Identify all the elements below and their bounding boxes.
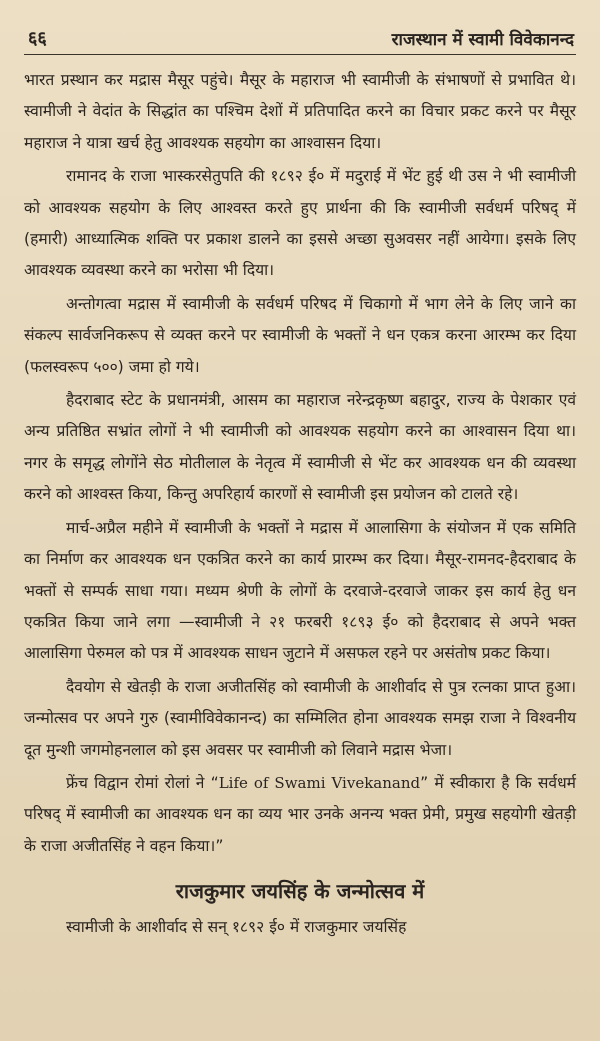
paragraph-3: अन्तोगत्वा मद्रास में स्वामीजी के सर्वधर्म परिषद में चिकागो में भाग लेने के लिए जाने का संकल्प सार्वजनिकरूप से व्यक्त करने पर स्वामीजी के भक्तों ने धन एकत्र करना आरम्भ कर दिया (फलस्वरूप ५००) जमा हो गये।: [24, 294, 576, 376]
paragraph-1: भारत प्रस्थान कर मद्रास मैसूर पहुंचे। मैसूर के महाराज भी स्वामीजी के संभाषणों से प्रभावित थे। स्वामीजी ने वेदांत के सिद्धांत का पश्चिम देशों में प्रतिपादित करने का विचार प्रकट करने पर मैसूर महाराज ने यात्रा खर्च हेतु आवश्यक सहयोग का आश्वासन दिया।: [24, 71, 576, 152]
page-header: [24, 22, 576, 55]
running-title: राजस्थान में स्वामी विवेकानन्द: [391, 30, 574, 50]
paragraph-2: रामानद के राजा भास्करसेतुपति की १८९२ ई० में मदुराई में भेंट हुई थी उस ने भी स्वामीजी को आवश्यक सहयोग के लिए आश्वस्त करते हुए प्रार्थना की कि स्वामीजी सर्वधर्म परिषद् में (हमारी) आध्यात्मिक शक्ति पर प्रकाश डालने का इससे अच्छा सुअवसर नहीं आयेगा। इसके लिए आवश्यक व्यवस्था करने का भरोसा भी दिया।: [24, 167, 576, 280]
page-number: ६६: [28, 28, 47, 49]
paragraph-quote: [24, 768, 576, 862]
paragraph-5: मार्च-अप्रैल महीने में स्वामीजी के भक्तों ने मद्रास में आलासिगा के संयोजन में एक समिति का निर्माण कर आवश्यक धन एकत्रित करने का कार्य प्रारम्भ कर दिया। मैसूर-रामनद-हैदराबाद के भक्तों से सम्पर्क साधा गया। मध्यम श्रेणी के लोगों के दरवाजे-दरवाजे जाकर इस कार्य हेतु धन एकत्रित किया जाने लगा —स्वामीजी ने २१ फरबरी १८९३ ई० को हैदराबाद से अपने भक्त आलासिगा पेरुमल को पत्र में आवश्यक साधन जुटाने में असफल रहने पर असंतोष प्रकट किया।: [24, 518, 576, 663]
page-body: [24, 65, 576, 944]
paragraph-6: दैवयोग से खेतड़ी के राजा अजीतसिंह को स्वामीजी के आशीर्वाद से पुत्र रत्नका प्राप्त हुआ। जन्मोत्सव पर अपने गुरु (स्वामीविवेकानन्द) का सम्मिलित होना आवश्यक समझ राजा ने विश्वनीय दूत मुन्शी जगमोहनलाल को इस अवसर पर स्वामीजी को लिवाने मद्रास भेजा।: [24, 677, 576, 759]
quote-before: फ्रेंच विद्वान रोमां रोलां ने “: [66, 773, 219, 792]
paragraph-4: हैदराबाद स्टेट के प्रधानमंत्री, आसम का महाराज नरेन्द्रकृष्ण बहादुर, राज्य के पेशकार एवं अन्य प्रतिष्ठित सभ्रांत लोगों ने भी स्वामीजी को आवश्यक सहयोग करने का आश्वासन दिया था। नगर के समृद्ध लोगोंने सेठ मोतीलाल के नेतृत्व में स्वामीजी से भेंट कर आवश्यक धन की व्यवस्था करने को आश्वस्त किया, किन्तु अपरिहार्य कारणों से स्वामीजी इस प्रयोजन को टालते रहे।: [24, 391, 576, 504]
section-heading: राजकुमार जयसिंह के जन्मोत्सव में: [175, 879, 425, 904]
paragraph-last: स्वामीजी के आशीर्वाद से सन् १८९२ ई० में राजकुमार जयसिंह: [66, 918, 407, 937]
quote-after: ” में स्वीकारा है कि सर्वधर्म परिषद् में स्वामीजी का आवश्यक धन का व्यय भार उनके अनन्य भक्त प्रेमी, प्रमुख सहयोगी खेतड़ी के राजा अजीतसिंह ने वहन किया।”: [24, 773, 576, 855]
quote-book-title: Life of Swami Vivekanand: [218, 773, 421, 792]
